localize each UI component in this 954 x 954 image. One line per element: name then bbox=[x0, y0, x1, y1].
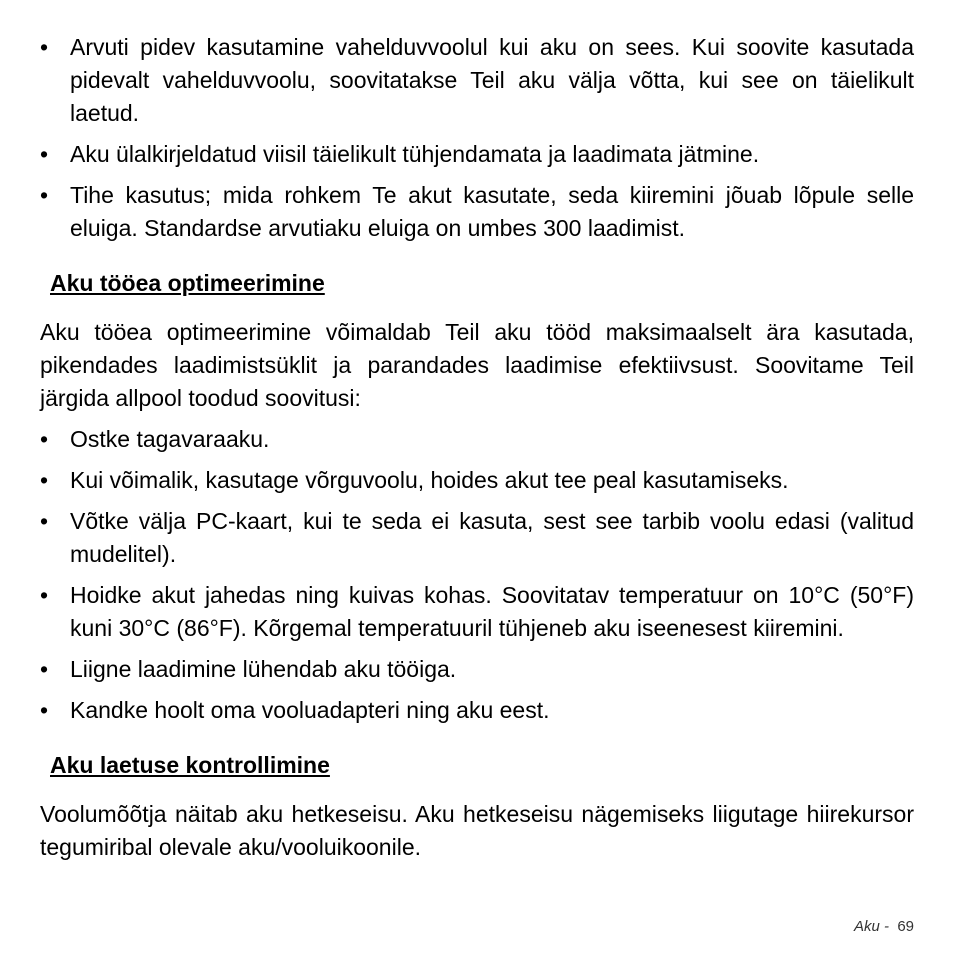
list-item-text: Kui võimalik, kasutage võrguvoolu, hoides akut tee peal kasutamiseks. bbox=[70, 467, 789, 493]
section-heading-charge-check: Aku laetuse kontrollimine bbox=[50, 752, 330, 778]
bullet-icon: • bbox=[40, 34, 49, 60]
page-number: 69 bbox=[897, 918, 914, 935]
list-item bbox=[40, 653, 914, 686]
list-item-text: Liigne laadimine lühendab aku tööiga. bbox=[70, 656, 457, 682]
list-item-text: Arvuti pidev kasutamine vahelduvvoolul kui aku on sees. Kui soovite kasutada pidevalt vahelduvvoolu, soovitatakse Teil aku välja võtta, kui see on täielikult laetud. bbox=[70, 34, 914, 126]
bullet-list-tips bbox=[40, 423, 914, 727]
list-item bbox=[40, 423, 914, 456]
bullet-icon: • bbox=[40, 697, 49, 723]
list-item bbox=[40, 464, 914, 497]
bullet-icon: • bbox=[40, 582, 49, 608]
bullet-icon: • bbox=[40, 656, 49, 682]
list-item bbox=[40, 505, 914, 571]
section-heading-battery-life: Aku tööea optimeerimine bbox=[50, 270, 325, 296]
bullet-icon: • bbox=[40, 467, 49, 493]
list-item-text: Tihe kasutus; mida rohkem Te akut kasutate, seda kiiremini jõuab lõpule selle eluiga. Standardse arvutiaku eluiga on umbes 300 laadimist. bbox=[70, 182, 914, 241]
list-item bbox=[40, 138, 914, 171]
section-paragraph-charge-check: Voolumõõtja näitab aku hetkeseisu. Aku hetkeseisu nägemiseks liigutage hiirekursor tegumiribal olevale aku/vooluikoonile. bbox=[40, 801, 914, 860]
bullet-icon: • bbox=[40, 141, 49, 167]
list-item-text: Aku ülalkirjeldatud viisil täielikult tühjendamata ja laadimata jätmine. bbox=[70, 141, 760, 167]
page-footer bbox=[854, 917, 914, 937]
bullet-icon: • bbox=[40, 182, 49, 208]
list-item-text: Ostke tagavaraaku. bbox=[70, 426, 270, 452]
list-item-text: Hoidke akut jahedas ning kuivas kohas. Soovitatav temperatuur on 10°C (50°F) kuni 30°C (86°F). Kõrgemal temperatuuril tühjeneb aku iseenesest kiiremini. bbox=[70, 582, 914, 641]
list-item-text: Võtke välja PC-kaart, kui te seda ei kasuta, sest see tarbib voolu edasi (valitud mudelitel). bbox=[70, 508, 914, 567]
section-paragraph-battery-life: Aku tööea optimeerimine võimaldab Teil aku tööd maksimaalselt ära kasutada, pikendades laadimistsüklit ja parandades laadimise efektiivsust. Soovitame Teil järgida allpool toodud soovitusi: bbox=[40, 319, 914, 411]
list-item bbox=[40, 579, 914, 645]
bullet-icon: • bbox=[40, 508, 49, 534]
list-item-text: Kandke hoolt oma vooluadapteri ning aku eest. bbox=[70, 697, 550, 723]
list-item bbox=[40, 179, 914, 245]
footer-section-label: Aku - bbox=[853, 918, 889, 935]
document-page bbox=[40, 31, 914, 872]
bullet-icon: • bbox=[40, 426, 49, 452]
list-item bbox=[40, 694, 914, 727]
list-item bbox=[40, 31, 914, 130]
bullet-list-intro bbox=[40, 31, 914, 245]
